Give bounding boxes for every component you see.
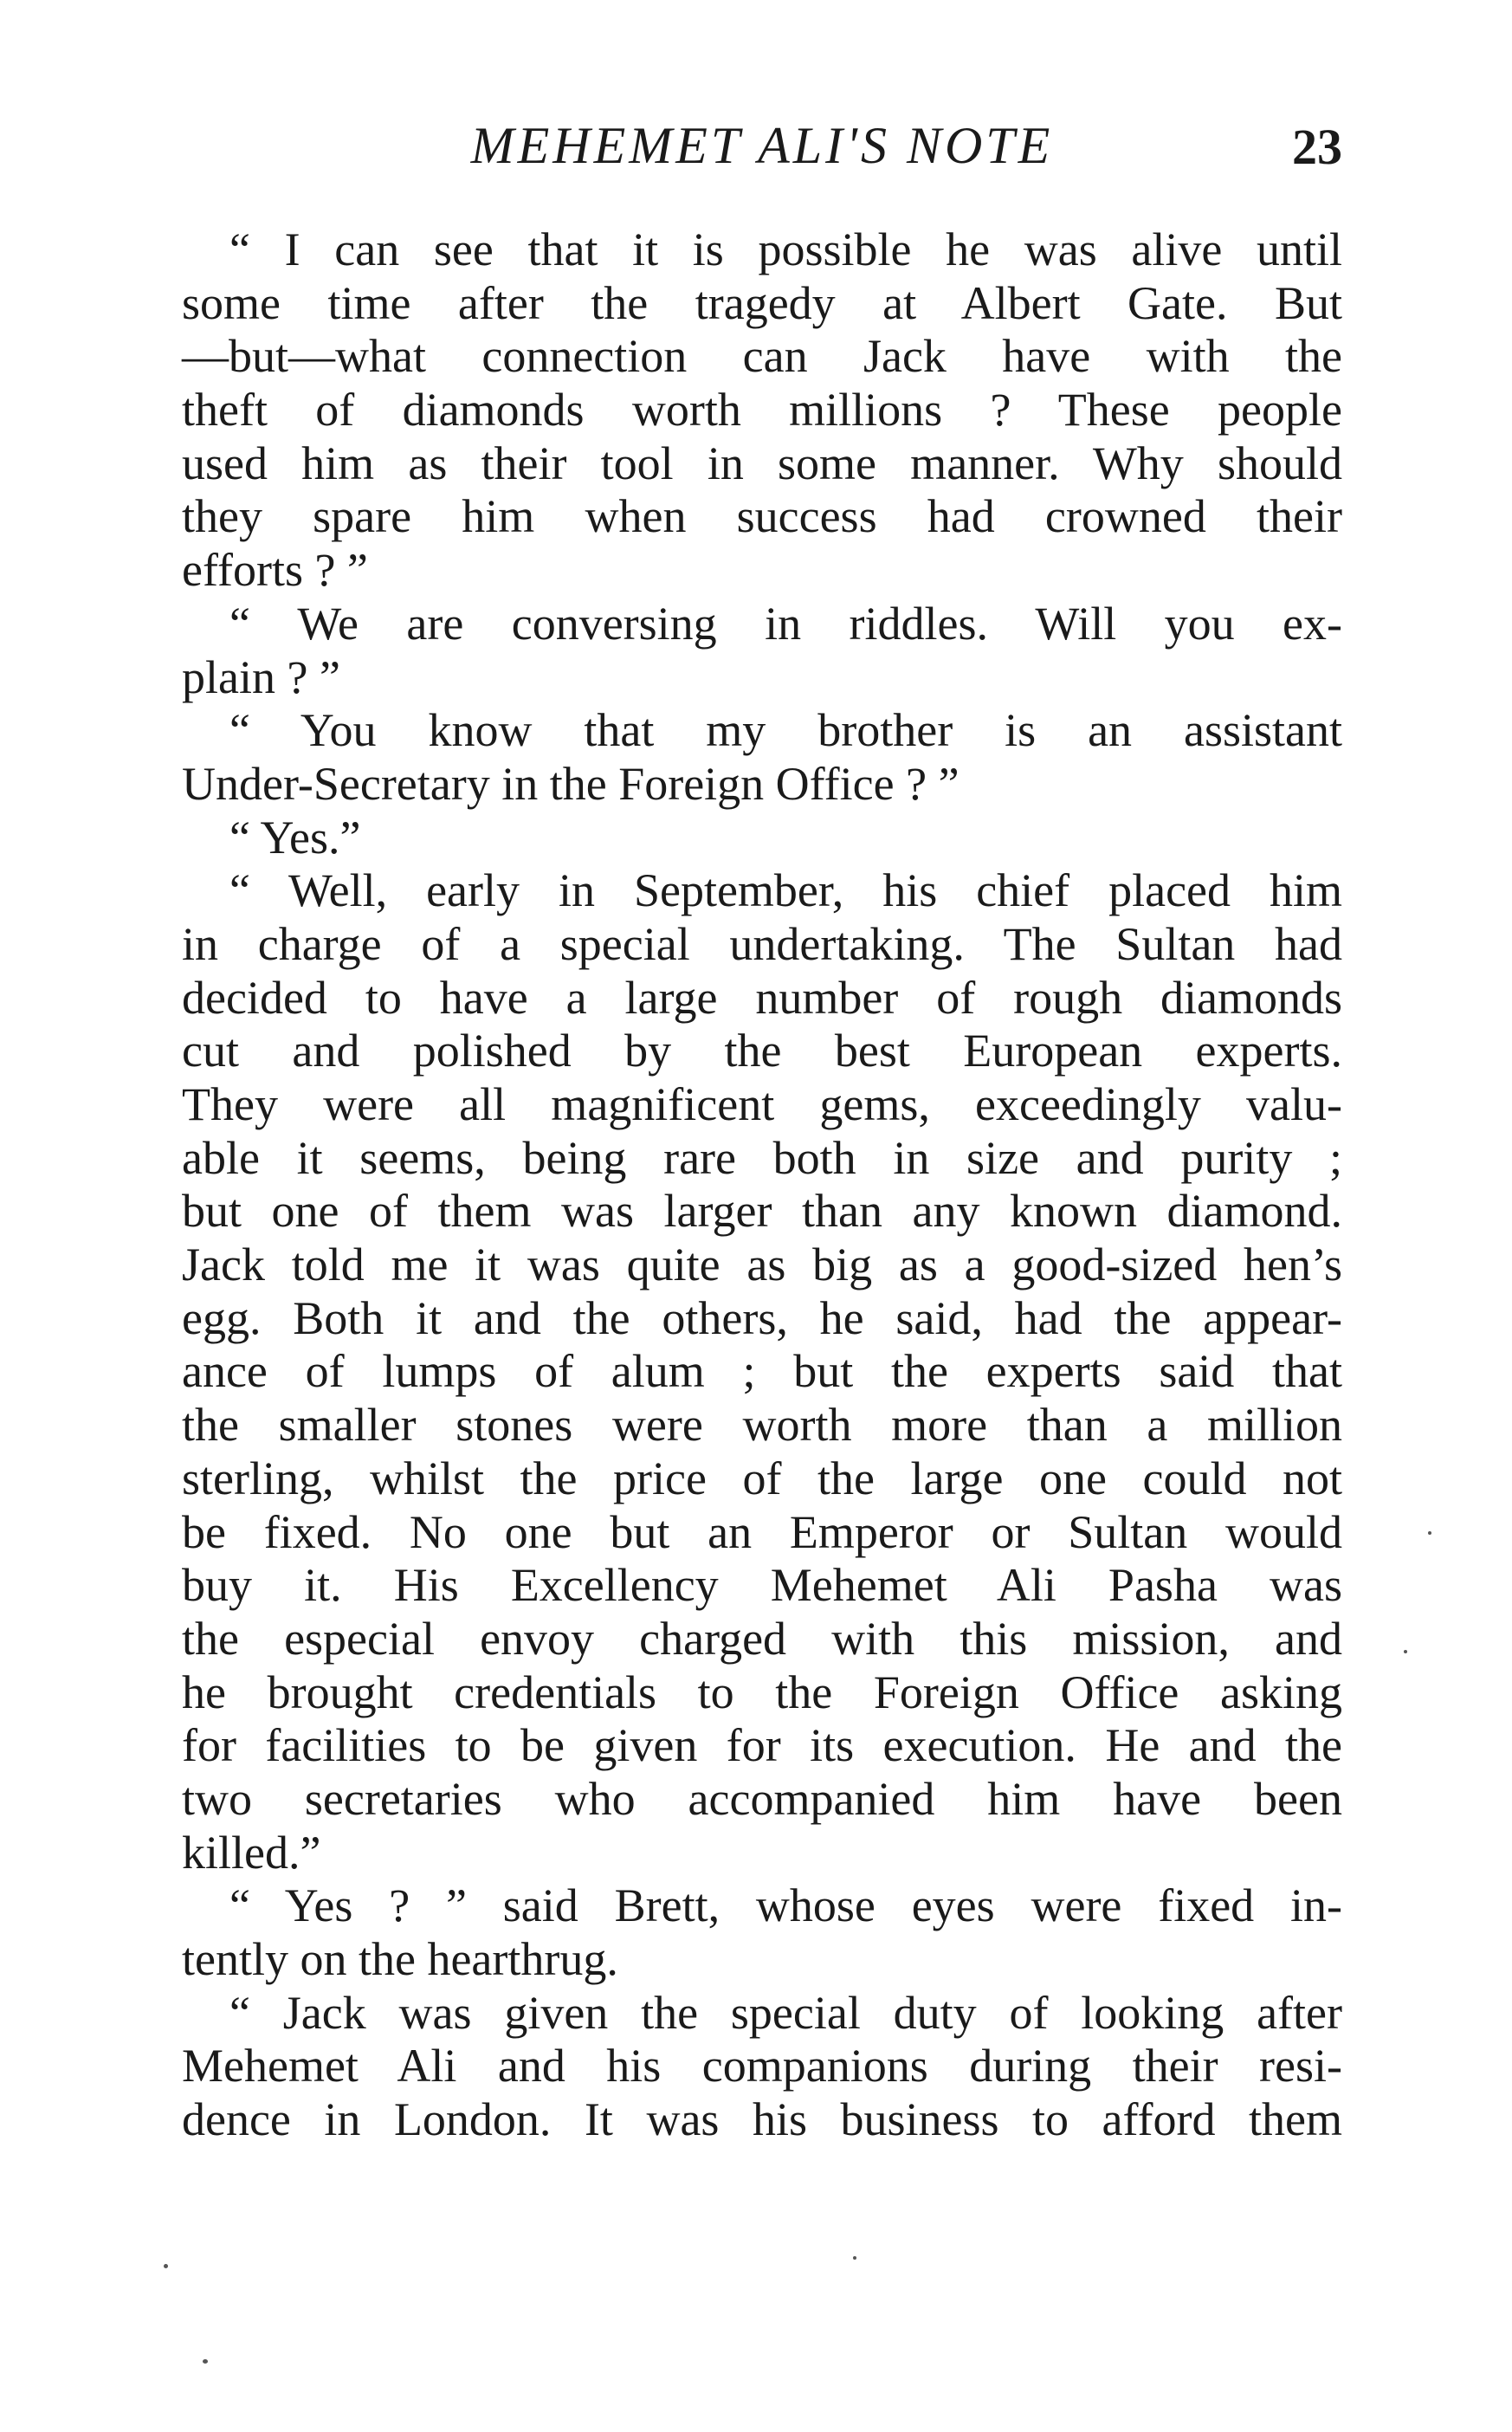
- text-line: Jack told me it was quite as big as a good-sized hen’s: [182, 1239, 1342, 1291]
- body-text: [182, 223, 1342, 2147]
- text-line: in charge of a special undertaking. The Sultan had: [182, 917, 1342, 970]
- text-line: efforts ? ”: [182, 544, 368, 597]
- text-line: “ I can see that it is possible he was alive until: [229, 223, 1342, 275]
- text-line: Under-Secretary in the Foreign Office ? ”: [182, 757, 960, 810]
- page-number: 23: [1292, 119, 1342, 175]
- text-line: used him as their tool in some manner. Why should: [182, 437, 1342, 489]
- text-line: They were all magnificent gems, exceedingly valu-: [182, 1078, 1342, 1130]
- scan-speck: [203, 2359, 208, 2364]
- text-line: they spare him when success had crowned their: [182, 490, 1342, 543]
- text-line: the especial envoy charged with this mission, and: [182, 1612, 1342, 1665]
- text-line: for facilities to be given for its execution. He and the: [182, 1719, 1342, 1772]
- text-line: two secretaries who accompanied him have been: [182, 1772, 1342, 1825]
- text-line: Mehemet Ali and his companions during their resi-: [182, 2040, 1342, 2092]
- text-line: be fixed. No one but an Emperor or Sultan would: [182, 1505, 1342, 1558]
- text-line: —but—what connection can Jack have with the: [182, 330, 1342, 383]
- text-line: “ We are conversing in riddles. Will you ex-: [229, 597, 1342, 650]
- text-line: egg. Both it and the others, he said, had the appear-: [182, 1291, 1342, 1344]
- text-line: but one of them was larger than any known diamond.: [182, 1185, 1342, 1238]
- text-line: “ Jack was given the special duty of looking after: [229, 1986, 1342, 2039]
- running-title: MEHEMET ALI'S NOTE: [470, 117, 1054, 174]
- text-line: theft of diamonds worth millions ? These people: [182, 384, 1342, 437]
- scan-speck: [1428, 1531, 1431, 1535]
- scan-speck: [853, 2256, 856, 2260]
- text-line: “ Yes.”: [229, 811, 361, 863]
- text-line: buy it. His Excellency Mehemet Ali Pasha was: [182, 1559, 1342, 1612]
- running-header: [182, 111, 1342, 180]
- text-line: “ Well, early in September, his chief placed him: [229, 864, 1342, 917]
- text-line: the smaller stones were worth more than a million: [182, 1399, 1342, 1452]
- text-line: some time after the tragedy at Albert Gate. But: [182, 276, 1342, 329]
- scan-speck: [164, 2264, 168, 2268]
- text-line: killed.”: [182, 1826, 321, 1879]
- text-line: plain ? ”: [182, 650, 340, 703]
- text-line: dence in London. It was his business to afford them: [182, 2093, 1342, 2146]
- text-line: decided to have a large number of rough diamonds: [182, 971, 1342, 1024]
- text-line: “ You know that my brother is an assistant: [229, 704, 1342, 757]
- text-line: tently on the hearthrug.: [182, 1933, 618, 1985]
- text-line: he brought credentials to the Foreign Office asking: [182, 1666, 1342, 1718]
- text-line: cut and polished by the best European experts.: [182, 1025, 1342, 1077]
- text-line: ance of lumps of alum ; but the experts said that: [182, 1345, 1342, 1398]
- scan-speck: [1404, 1650, 1407, 1653]
- text-line: sterling, whilst the price of the large one could not: [182, 1452, 1342, 1504]
- text-line: able it seems, being rare both in size and purity ;: [182, 1131, 1342, 1184]
- text-line: “ Yes ? ” said Brett, whose eyes were fixed in-: [229, 1879, 1342, 1932]
